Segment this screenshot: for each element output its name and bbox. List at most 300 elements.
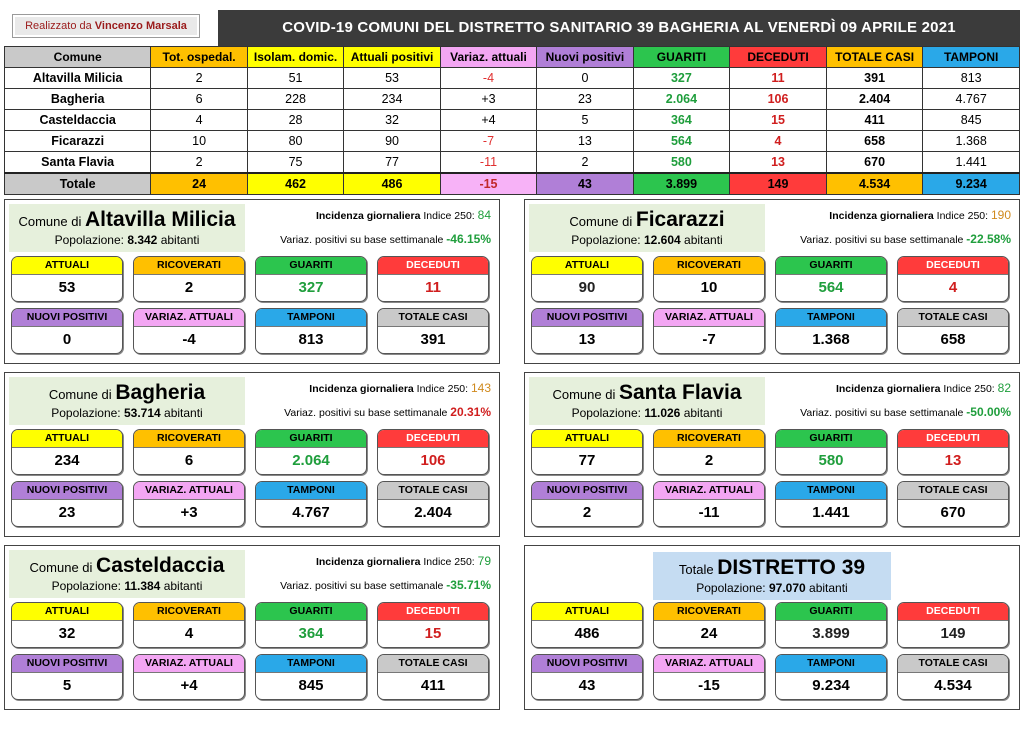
stat-value: 364 (298, 625, 324, 642)
cell-tamp: 1.441 (923, 152, 1020, 174)
card-name-box (529, 377, 765, 425)
stats-grid (531, 429, 1011, 531)
stat-totale-casi (897, 481, 1009, 527)
cell-tot: 658 (826, 131, 923, 152)
abitanti-label: abitanti (684, 233, 723, 247)
variazione-label: Variaz. positivi su base settimanale (280, 580, 444, 592)
cell-dec: 149 (730, 173, 827, 195)
stat-value: 90 (578, 279, 596, 296)
stat-value: 13 (578, 331, 596, 348)
stat-variaz-attuali (133, 654, 245, 700)
cell-guar: 2.064 (633, 89, 730, 110)
stat-deceduti (377, 429, 489, 475)
stat-totale-casi (897, 308, 1009, 354)
card-name-box (9, 204, 245, 252)
stat-label: RICOVERATI (134, 603, 244, 621)
stat-label: DECEDUTI (898, 603, 1008, 621)
stat-attuali (11, 256, 123, 302)
comune-di-label: Comune di (569, 214, 633, 229)
stat-tamponi (775, 654, 887, 700)
table-row (5, 131, 1020, 152)
stat-value: 149 (940, 625, 966, 642)
popolazione-value: 11.026 (644, 406, 681, 420)
stat-value: 24 (700, 625, 718, 642)
incidenza-label: Incidenza giornaliera (835, 383, 941, 395)
cell-osp: 24 (151, 173, 248, 195)
stat-label: GUARITI (776, 430, 886, 448)
stat-value: -7 (702, 331, 716, 348)
stat-ricoverati (653, 602, 765, 648)
stat-label: RICOVERATI (134, 257, 244, 275)
stat-label: VARIAZ. ATTUALI (654, 309, 764, 327)
cell-osp: 2 (151, 68, 248, 89)
stat-guariti (775, 429, 887, 475)
incidenza (836, 381, 1011, 395)
variazione-value: -46.15% (446, 232, 491, 246)
stat-variaz-attuali (653, 481, 765, 527)
cell-att: 77 (344, 152, 440, 174)
popolazione-value: 12.604 (643, 233, 681, 247)
cell-dec: 15 (730, 110, 827, 131)
cell-guar: 327 (633, 68, 730, 89)
cell-tamp: 9.234 (923, 173, 1020, 195)
stat-label: DECEDUTI (378, 430, 488, 448)
cell-tot: 2.404 (826, 89, 923, 110)
cell-guar: 564 (633, 131, 730, 152)
stat-deceduti (377, 256, 489, 302)
stat-value: 10 (700, 279, 718, 296)
stat-tamponi (775, 308, 887, 354)
incidenza-value: 82 (997, 381, 1011, 395)
cell-comune: Altavilla Milicia (5, 68, 151, 89)
card-name-box (529, 204, 765, 252)
stat-ricoverati (133, 256, 245, 302)
cell-att: 32 (344, 110, 440, 131)
cell-comune: Bagheria (5, 89, 151, 110)
variazione-value: -35.71% (446, 578, 491, 592)
stat-value: 11 (425, 279, 441, 296)
stat-label: TAMPONI (256, 655, 366, 673)
stat-guariti (255, 256, 367, 302)
cell-att: 53 (344, 68, 440, 89)
cell-tamp: 1.368 (923, 131, 1020, 152)
popolazione-label: Popolazione: (54, 233, 124, 247)
stat-totale-casi (377, 308, 489, 354)
col-comune: Comune (5, 47, 151, 68)
cell-tot: 4.534 (826, 173, 923, 195)
stat-nuovi-positivi (531, 308, 643, 354)
cell-var: -7 (440, 131, 536, 152)
stat-label: VARIAZ. ATTUALI (654, 655, 764, 673)
incidenza-value: 84 (477, 208, 491, 222)
stat-value: 670 (940, 504, 966, 521)
cell-tamp: 813 (923, 68, 1020, 89)
abitanti-label: abitanti (163, 579, 203, 593)
stat-label: NUOVI POSITIVI (532, 655, 642, 673)
popolazione-value: 97.070 (768, 581, 806, 595)
stat-label: GUARITI (776, 257, 886, 275)
stat-value: 4.534 (934, 677, 972, 694)
variazione-label: Variaz. positivi su base settimanale (800, 234, 964, 246)
comune-di-label: Comune di (29, 560, 93, 575)
stats-grid (11, 429, 491, 531)
popolazione-label: Popolazione: (51, 406, 121, 420)
stat-value: 2.064 (292, 452, 330, 469)
stat-label: NUOVI POSITIVI (12, 482, 122, 500)
stat-tamponi (775, 481, 887, 527)
header-bar (4, 10, 1020, 46)
cell-osp: 6 (151, 89, 248, 110)
col-nuovi: Nuovi positivi (537, 47, 633, 68)
comune-di-label: Comune di (18, 214, 82, 229)
stat-deceduti (897, 256, 1009, 302)
card-ficarazzi (524, 199, 1020, 364)
stat-value: 9.234 (812, 677, 850, 694)
stat-label: TOTALE CASI (378, 655, 488, 673)
cell-dec: 11 (730, 68, 827, 89)
stat-label: TAMPONI (256, 309, 366, 327)
stat-value: 845 (298, 677, 324, 694)
incidenza (829, 208, 1011, 222)
stat-value: 32 (58, 625, 76, 642)
stat-value: -11 (698, 504, 720, 521)
cell-tot: 391 (826, 68, 923, 89)
cell-guar: 3.899 (633, 173, 730, 195)
stat-label: TOTALE CASI (898, 309, 1008, 327)
district-name: DISTRETTO 39 (717, 556, 866, 579)
stat-guariti (775, 602, 887, 648)
stat-value: 43 (578, 677, 596, 694)
stat-value: 486 (574, 625, 600, 642)
comune-di-label: Comune di (552, 387, 616, 402)
popolazione-value: 11.384 (124, 579, 161, 593)
cell-osp: 2 (151, 152, 248, 174)
cell-var: -4 (440, 68, 536, 89)
credit-label (12, 14, 200, 38)
stat-label: DECEDUTI (898, 257, 1008, 275)
card-santa-flavia (524, 372, 1020, 537)
card-bagheria (4, 372, 500, 537)
stat-totale-casi (377, 654, 489, 700)
cell-var: -15 (440, 173, 536, 195)
stat-totale-casi (897, 654, 1009, 700)
variazione-settimanale (800, 405, 1011, 419)
credit-prefix: Realizzato da (25, 20, 92, 32)
stat-label: NUOVI POSITIVI (12, 309, 122, 327)
stat-ricoverati (133, 602, 245, 648)
table-total-row (5, 173, 1020, 195)
totale-label: Totale (678, 562, 714, 577)
cell-comune: Casteldaccia (5, 110, 151, 131)
stat-label: RICOVERATI (654, 603, 764, 621)
incidenza-index-label: Indice 250: (423, 556, 475, 568)
cell-comune: Santa Flavia (5, 152, 151, 174)
variazione-settimanale (280, 578, 491, 592)
stat-label: ATTUALI (532, 430, 642, 448)
credit-author: Vincenzo Marsala (94, 20, 187, 32)
stat-value: 2 (184, 279, 194, 296)
cell-att: 90 (344, 131, 440, 152)
stats-grid (11, 256, 491, 358)
table-row (5, 89, 1020, 110)
stat-attuali (531, 256, 643, 302)
summary-table (4, 46, 1020, 195)
table-row (5, 68, 1020, 89)
cell-nuovi: 43 (537, 173, 633, 195)
stat-label: GUARITI (256, 257, 366, 275)
cell-dec: 106 (730, 89, 827, 110)
cell-nuovi: 2 (537, 152, 633, 174)
cell-isol: 80 (247, 131, 343, 152)
abitanti-label: abitanti (164, 406, 203, 420)
comune-di-label: Comune di (48, 387, 112, 402)
incidenza (309, 381, 491, 395)
stat-value: 3.899 (812, 625, 850, 642)
table-row (5, 110, 1020, 131)
stat-label: GUARITI (256, 430, 366, 448)
stat-label: RICOVERATI (654, 257, 764, 275)
stats-grid (531, 256, 1011, 358)
variazione-settimanale (280, 232, 491, 246)
stat-totale-casi (377, 481, 489, 527)
stat-value: 77 (578, 452, 596, 469)
popolazione-label: Popolazione: (51, 579, 121, 593)
comune-name: Ficarazzi (635, 208, 725, 231)
stat-label: ATTUALI (532, 257, 642, 275)
cell-tot: 411 (826, 110, 923, 131)
cell-isol: 28 (247, 110, 343, 131)
incidenza-label: Incidenza giornaliera (315, 556, 421, 568)
incidenza-index-label: Indice 250: (423, 210, 475, 222)
stat-value: 23 (58, 504, 76, 521)
cell-tamp: 845 (923, 110, 1020, 131)
stat-label: NUOVI POSITIVI (532, 309, 642, 327)
cell-nuovi: 13 (537, 131, 633, 152)
cell-osp: 4 (151, 110, 248, 131)
stat-value: 327 (298, 279, 324, 296)
variazione-label: Variaz. positivi su base settimanale (280, 234, 444, 246)
stat-label: ATTUALI (12, 603, 122, 621)
variazione-settimanale (800, 232, 1011, 246)
stat-guariti (255, 429, 367, 475)
stat-value: 411 (420, 677, 446, 694)
stat-ricoverati (653, 429, 765, 475)
stat-value: 234 (54, 452, 80, 469)
variazione-label: Variaz. positivi su base settimanale (800, 407, 964, 419)
stat-attuali (11, 429, 123, 475)
page-title: COVID-19 COMUNI DEL DISTRETTO SANITARIO 39 BAGHERIA AL VENERDÌ 09 APRILE 2021 (218, 10, 1020, 46)
stat-value: 2.404 (414, 504, 452, 521)
cell-var: +4 (440, 110, 536, 131)
stat-label: RICOVERATI (654, 430, 764, 448)
stat-label: VARIAZ. ATTUALI (654, 482, 764, 500)
stats-grid (11, 602, 491, 704)
stat-value: 106 (420, 452, 446, 469)
col-osp: Tot. ospedal. (151, 47, 248, 68)
stat-variaz-attuali (653, 308, 765, 354)
stat-value: 2 (582, 504, 592, 521)
col-att: Attuali positivi (344, 47, 440, 68)
stat-value: +4 (180, 677, 198, 694)
card-name-box (9, 377, 245, 425)
stat-value: 580 (818, 452, 844, 469)
stat-value: 5 (62, 677, 72, 694)
card-altavilla-milicia (4, 199, 500, 364)
stat-label: NUOVI POSITIVI (12, 655, 122, 673)
card-casteldaccia (4, 545, 500, 710)
stat-ricoverati (133, 429, 245, 475)
stat-deceduti (897, 602, 1009, 648)
stat-label: GUARITI (776, 603, 886, 621)
cell-nuovi: 0 (537, 68, 633, 89)
stats-grid (531, 602, 1011, 704)
cell-var: +3 (440, 89, 536, 110)
abitanti-label: abitanti (160, 233, 200, 247)
variazione-value: -50.00% (966, 405, 1011, 419)
abitanti-label: abitanti (809, 581, 848, 595)
cell-guar: 364 (633, 110, 730, 131)
variazione-label: Variaz. positivi su base settimanale (284, 407, 448, 419)
stat-nuovi-positivi (11, 654, 123, 700)
stat-nuovi-positivi (11, 308, 123, 354)
cell-var: -11 (440, 152, 536, 174)
stat-label: VARIAZ. ATTUALI (134, 655, 244, 673)
variazione-value: 20.31% (450, 405, 491, 419)
stat-value: -15 (698, 677, 720, 694)
stat-attuali (531, 602, 643, 648)
abitanti-label: abitanti (683, 406, 723, 420)
incidenza (316, 208, 491, 222)
col-tot: TOTALE CASI (826, 47, 923, 68)
stat-label: TOTALE CASI (898, 482, 1008, 500)
cell-att: 486 (344, 173, 440, 195)
stat-label: VARIAZ. ATTUALI (134, 482, 244, 500)
cell-dec: 13 (730, 152, 827, 174)
stat-label: TAMPONI (776, 655, 886, 673)
cell-isol: 51 (247, 68, 343, 89)
cell-dec: 4 (730, 131, 827, 152)
stat-label: TOTALE CASI (898, 655, 1008, 673)
stat-value: 813 (298, 331, 324, 348)
popolazione-value: 53.714 (123, 406, 161, 420)
popolazione-label: Popolazione: (571, 406, 641, 420)
stat-attuali (531, 429, 643, 475)
stat-tamponi (255, 481, 367, 527)
stat-label: DECEDUTI (378, 603, 488, 621)
col-isol: Isolam. domic. (247, 47, 343, 68)
stat-value: 53 (58, 279, 76, 296)
stat-value: 658 (940, 331, 966, 348)
stat-guariti (255, 602, 367, 648)
stat-attuali (11, 602, 123, 648)
incidenza-index-label: Indice 250: (936, 210, 989, 222)
incidenza (316, 554, 491, 568)
col-var: Variaz. attuali (440, 47, 536, 68)
stat-nuovi-positivi (531, 481, 643, 527)
stat-label: VARIAZ. ATTUALI (134, 309, 244, 327)
cell-isol: 75 (247, 152, 343, 174)
stat-label: RICOVERATI (134, 430, 244, 448)
incidenza-value: 79 (477, 554, 491, 568)
cell-tot: 670 (826, 152, 923, 174)
stat-label: TOTALE CASI (378, 482, 488, 500)
stat-label: GUARITI (256, 603, 366, 621)
incidenza-label: Incidenza giornaliera (315, 210, 421, 222)
variazione-settimanale (284, 405, 491, 419)
stat-value: 15 (424, 625, 442, 642)
stat-label: DECEDUTI (378, 257, 488, 275)
stat-label: DECEDUTI (898, 430, 1008, 448)
col-dec: DECEDUTI (730, 47, 827, 68)
stat-label: TOTALE CASI (378, 309, 488, 327)
cell-osp: 10 (151, 131, 248, 152)
cell-isol: 462 (247, 173, 343, 195)
stat-value: 6 (184, 452, 194, 469)
stat-value: +3 (180, 504, 198, 521)
stat-value: 391 (420, 331, 446, 348)
stat-value: -4 (182, 331, 196, 348)
stat-tamponi (255, 308, 367, 354)
cell-att: 234 (344, 89, 440, 110)
popolazione-label: Popolazione: (571, 233, 641, 247)
comune-name: Casteldaccia (96, 554, 225, 577)
stat-value: 4 (184, 625, 194, 642)
stat-deceduti (897, 429, 1009, 475)
stat-tamponi (255, 654, 367, 700)
table-row (5, 152, 1020, 174)
col-tamp: TAMPONI (923, 47, 1020, 68)
stat-label: ATTUALI (532, 603, 642, 621)
stat-label: NUOVI POSITIVI (532, 482, 642, 500)
stat-value: 4.767 (292, 504, 330, 521)
variazione-value: -22.58% (966, 232, 1011, 246)
stat-variaz-attuali (653, 654, 765, 700)
stat-label: ATTUALI (12, 430, 122, 448)
cell-guar: 580 (633, 152, 730, 174)
stat-variaz-attuali (133, 481, 245, 527)
incidenza-label: Incidenza giornaliera (829, 210, 934, 222)
stat-label: ATTUALI (12, 257, 122, 275)
comune-name: Bagheria (115, 381, 206, 404)
popolazione-value: 8.342 (127, 233, 158, 247)
stat-ricoverati (653, 256, 765, 302)
stat-value: 0 (62, 331, 72, 348)
incidenza-label: Incidenza giornaliera (309, 383, 414, 395)
district-name-box (653, 552, 891, 600)
table-header-row (5, 47, 1020, 68)
incidenza-value: 143 (470, 381, 491, 395)
stat-label: TAMPONI (776, 482, 886, 500)
stat-value: 4 (948, 279, 958, 296)
card-name-box (9, 550, 245, 598)
popolazione-label: Popolazione: (696, 581, 766, 595)
cell-nuovi: 23 (537, 89, 633, 110)
stat-value: 1.368 (812, 331, 850, 348)
stat-deceduti (377, 602, 489, 648)
stat-label: TAMPONI (776, 309, 886, 327)
stat-variaz-attuali (133, 308, 245, 354)
stat-value: 1.441 (812, 504, 850, 521)
stat-value: 13 (944, 452, 962, 469)
stat-value: 564 (818, 279, 844, 296)
stat-nuovi-positivi (531, 654, 643, 700)
cell-comune: Totale (5, 173, 151, 195)
comune-name: Santa Flavia (618, 381, 742, 404)
cell-comune: Ficarazzi (5, 131, 151, 152)
incidenza-index-label: Indice 250: (416, 383, 469, 395)
col-guar: GUARITI (633, 47, 730, 68)
cell-nuovi: 5 (537, 110, 633, 131)
